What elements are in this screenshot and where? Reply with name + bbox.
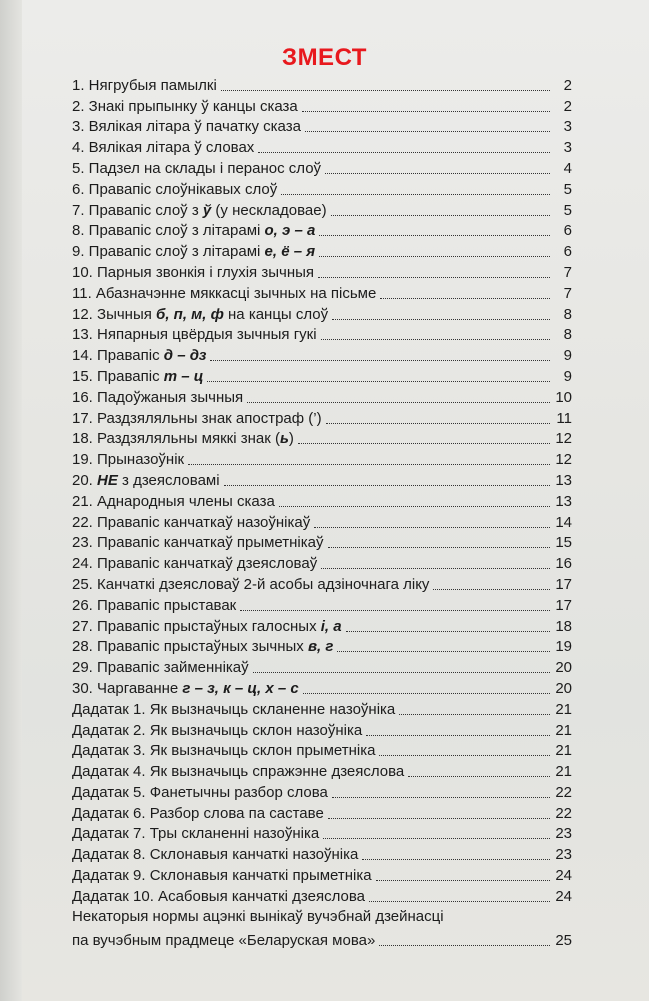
toc-entry-title — [72, 556, 317, 573]
toc-entry-title — [72, 785, 328, 802]
toc-entry-title — [72, 639, 333, 656]
toc-page-number: 21 — [555, 763, 572, 781]
toc-entry[interactable] — [72, 303, 572, 324]
toc-entry-title-text: 24. Правапіс канчаткаў дзеясловаў — [72, 555, 318, 573]
toc-entry[interactable] — [72, 261, 572, 282]
toc-leader-dots — [332, 319, 550, 320]
toc-leader-dots — [188, 464, 550, 465]
toc-entry-title-text: 15. Правапіс — [72, 367, 164, 385]
toc-page-number: 21 — [555, 700, 572, 718]
toc-entry-title — [72, 868, 372, 885]
toc-page-number: 15 — [555, 534, 572, 552]
toc-page-number: 18 — [555, 617, 572, 635]
toc-entry-title-text: 9. Правапіс слоў з літарамі — [72, 243, 265, 261]
toc-page-number: 17 — [555, 575, 572, 593]
toc-entry-title-suffix: з дзеясловамі — [117, 471, 220, 489]
toc-entry-title — [72, 244, 315, 261]
toc-leader-dots — [433, 589, 550, 590]
toc-entry-title-text: Дадатак 5. Фанетычны разбор слова — [72, 783, 328, 801]
toc-entry-title-text: Дадатак 6. Разбор слова па саставе — [72, 804, 324, 822]
toc-entry-title-text: 18. Раздзяляльны мяккі знак ( — [72, 430, 280, 448]
toc-entry-title — [72, 702, 395, 719]
toc-page-number: 7 — [563, 284, 572, 302]
toc-entry[interactable] — [72, 407, 572, 428]
toc-entry-title — [72, 515, 310, 532]
toc-leader-dots — [379, 945, 550, 946]
toc-entry[interactable] — [72, 157, 572, 178]
toc-entry-title-line1: Некаторыя нормы ацэнкі вынікаў вучэбнай дзейнасці — [72, 907, 444, 925]
toc-page-number: 13 — [555, 471, 572, 489]
toc-entry-title-text: 21. Аднародныя члены сказа — [72, 492, 275, 510]
toc-entry-title — [72, 660, 249, 677]
toc-entry-title — [72, 78, 217, 95]
toc-leader-dots — [224, 485, 550, 486]
toc-entry[interactable] — [72, 615, 572, 636]
toc-page-number: 22 — [555, 804, 572, 822]
toc-leader-dots — [366, 735, 550, 736]
toc-leader-dots — [321, 568, 550, 569]
toc-leader-dots — [328, 547, 551, 548]
toc-entry-title-suffix: на канцы слоў — [223, 305, 329, 323]
toc-entry-title-text: 23. Правапіс канчаткаў прыметнікаў — [72, 534, 324, 552]
toc-entry-title-text: 4. Вялікая літара ў словах — [72, 139, 255, 157]
toc-page-number: 2 — [563, 97, 572, 115]
toc-entry-title-text: Дадатак 9. Склонавыя канчаткі прыметніка — [72, 867, 372, 885]
toc-entry[interactable] — [72, 719, 572, 740]
toc-leader-dots — [221, 90, 550, 91]
toc-entry[interactable] — [72, 469, 572, 490]
toc-entry-title-text: Дадатак 3. Як вызначыць склон прыметніка — [72, 742, 376, 760]
toc-entry[interactable] — [72, 760, 572, 781]
toc-leader-dots — [326, 423, 550, 424]
toc-entry-letters: в, г — [307, 638, 334, 656]
toc-page-number: 8 — [563, 305, 572, 323]
toc-entry[interactable] — [72, 532, 572, 553]
toc-entry-title — [72, 99, 298, 116]
toc-entry-title-text: 25. Канчаткі дзеясловаў 2-й асобы адзіночнага ліку — [72, 575, 430, 593]
toc-entry-title — [72, 847, 358, 864]
toc-leader-dots — [302, 111, 550, 112]
toc-page-number: 20 — [555, 659, 572, 677]
toc-entry-title — [72, 348, 206, 365]
toc-entry-title — [72, 619, 342, 636]
toc-entry[interactable] — [72, 282, 572, 303]
toc-leader-dots — [331, 215, 550, 216]
toc-entry-title-text: 6. Правапіс слоўнікавых слоў — [72, 180, 278, 198]
toc-page-number: 3 — [563, 139, 572, 157]
toc-entry-title — [72, 161, 321, 178]
toc-page-number: 21 — [555, 742, 572, 760]
toc-entry[interactable] — [72, 428, 572, 449]
toc-page-number: 11 — [556, 409, 572, 427]
toc-page-number: 21 — [555, 721, 572, 739]
toc-entry-title-text: 13. Няпарныя цвёрдыя зычныя гукі — [72, 326, 317, 344]
toc-entry-title — [72, 826, 319, 843]
toc-page-number: 5 — [563, 201, 572, 219]
toc-entry[interactable] — [72, 636, 572, 657]
toc-entry[interactable] — [72, 490, 572, 511]
toc-entry[interactable] — [72, 864, 572, 885]
toc-entry-title — [72, 577, 429, 594]
toc-entry-title-text: 2. Знакі прыпынку ў канцы сказа — [72, 97, 298, 115]
toc-entry[interactable] — [72, 344, 572, 365]
toc-leader-dots — [281, 194, 550, 195]
toc-page-number: 12 — [555, 451, 572, 469]
toc-entry[interactable] — [72, 116, 572, 137]
toc-page-number: 5 — [563, 180, 572, 198]
toc-entry-title — [72, 764, 404, 781]
toc-entry-title — [72, 889, 365, 906]
toc-page-number: 7 — [563, 263, 572, 281]
toc-leader-dots — [399, 714, 550, 715]
toc-entry-title-text: 7. Правапіс слоў з — [72, 201, 203, 219]
toc-page-number: 25 — [555, 931, 572, 949]
toc-entry-letters: о, э – а — [264, 222, 316, 240]
toc-leader-dots — [328, 818, 550, 819]
toc-entry-title-text: 1. Нягрубыя памылкі — [72, 76, 217, 94]
toc-page-number: 8 — [563, 326, 572, 344]
toc-leader-dots — [210, 360, 550, 361]
toc-page-number: 6 — [563, 222, 572, 240]
toc-page-number: 17 — [555, 596, 572, 614]
toc-entry-title-text: 14. Правапіс — [72, 347, 164, 365]
toc-leader-dots — [247, 402, 550, 403]
toc-entry-title-text: 11. Абазначэнне мяккасці зычных на пісьме — [72, 284, 377, 302]
toc-leader-dots — [369, 901, 550, 902]
toc-leader-dots — [337, 651, 550, 652]
toc-page-number: 9 — [563, 347, 572, 365]
toc-entry-title — [72, 140, 254, 157]
toc-leader-dots — [207, 381, 550, 382]
toc-page-number: 13 — [555, 492, 572, 510]
toc-leader-dots — [408, 776, 550, 777]
toc-page-number: 4 — [563, 159, 572, 177]
toc-entry-title — [72, 494, 275, 511]
toc-entry-title-text: 28. Правапіс прыстаўных зычных — [72, 638, 308, 656]
toc-entry-letters: НЕ — [97, 471, 118, 489]
toc-entry-title-text: 12. Зычныя — [72, 305, 157, 323]
toc-entry-title — [72, 598, 236, 615]
toc-entry-letters: е, ё – я — [264, 243, 316, 261]
toc-entry[interactable] — [72, 802, 572, 823]
toc-leader-dots — [258, 152, 550, 153]
toc-entry-letters: і, а — [320, 617, 342, 635]
toc-entry[interactable] — [72, 552, 572, 573]
toc-entry-letters: г – з, к – ц, х – с — [182, 679, 299, 697]
toc-entry-title-text: 27. Правапіс прыстаўных галосных — [72, 617, 321, 635]
toc-entry-title — [72, 223, 315, 240]
toc-entry-title — [72, 723, 362, 740]
toc-entry-title-text: 5. Падзел на склады і перанос слоў — [72, 159, 322, 177]
toc-entry-title-line2: па вучэбным прадмеце «Беларуская мова» — [72, 931, 376, 949]
toc-entry-title — [72, 286, 376, 303]
toc-page-number: 14 — [555, 513, 572, 531]
toc-entry-title — [72, 327, 317, 344]
toc-entry[interactable] — [72, 885, 572, 906]
page-title: ЗМЕСТ — [282, 44, 367, 71]
toc-leader-dots — [253, 672, 550, 673]
toc-leader-dots — [362, 859, 550, 860]
toc-page-number: 10 — [555, 388, 572, 406]
toc-entry-title-text: 29. Правапіс займеннікаў — [72, 659, 249, 677]
toc-entry-title — [72, 265, 314, 282]
toc-leader-dots — [279, 506, 550, 507]
toc-entry-title-text: 22. Правапіс канчаткаў назоўнікаў — [72, 513, 311, 531]
toc-page-number: 3 — [563, 118, 572, 136]
toc-leader-dots — [305, 131, 550, 132]
toc-page-number: 19 — [555, 638, 572, 656]
toc-leader-dots — [318, 277, 550, 278]
toc-entry-title-text: 20. — [72, 471, 98, 489]
toc-leader-dots — [323, 838, 550, 839]
toc-entry-title — [72, 182, 277, 199]
toc-entry[interactable] — [72, 220, 572, 241]
toc-entry-title-text: 16. Падоўжаныя зычныя — [72, 388, 244, 406]
toc-leader-dots — [240, 610, 550, 611]
toc-leader-dots — [346, 631, 550, 632]
toc-entry-title-text: 8. Правапіс слоў з літарамі — [72, 222, 265, 240]
toc-entry-title — [72, 431, 294, 448]
toc-entry[interactable] — [72, 677, 572, 698]
toc-entry-letters: ў — [202, 201, 212, 219]
toc-entry[interactable] — [72, 656, 572, 677]
toc-entry[interactable] — [72, 74, 572, 95]
toc-entry-title — [72, 743, 375, 760]
toc-entry[interactable] — [72, 740, 572, 761]
toc-entry-title — [72, 452, 184, 469]
toc-entry[interactable] — [72, 324, 572, 345]
toc-entry[interactable] — [72, 698, 572, 719]
toc-entry-title-text: 10. Парныя звонкія і глухія зычныя — [72, 263, 315, 281]
toc-leader-dots — [380, 298, 550, 299]
toc-entry-title — [72, 203, 327, 220]
toc-page-number: 20 — [555, 679, 572, 697]
toc-entry-letters: т – ц — [163, 367, 204, 385]
toc-entry[interactable] — [72, 823, 572, 844]
page-fold-shadow — [0, 0, 22, 1001]
toc-entry[interactable] — [72, 178, 572, 199]
toc-entry[interactable] — [72, 594, 572, 615]
toc-entry-title-text: Дадатак 1. Як вызначыць скланенне назоўніка — [72, 700, 396, 718]
toc-entry-title-suffix: ) — [288, 430, 294, 448]
toc-entry[interactable] — [72, 573, 572, 594]
toc-page-number: 16 — [555, 555, 572, 573]
toc-entry-title-text: 30. Чаргаванне — [72, 679, 183, 697]
toc-page-number: 24 — [555, 867, 572, 885]
toc-entry[interactable] — [72, 448, 572, 469]
toc-entry-title — [72, 307, 328, 324]
toc-leader-dots — [379, 755, 550, 756]
toc-leader-dots — [325, 173, 550, 174]
toc-page-number: 9 — [563, 367, 572, 385]
toc-entry-letters: ь — [279, 430, 289, 448]
toc-entry[interactable] — [72, 240, 572, 261]
toc-entry[interactable] — [72, 199, 572, 220]
toc-entry-title-text: Дадатак 10. Асабовыя канчаткі дзеяслова — [72, 887, 365, 905]
toc-entry-title — [72, 473, 220, 490]
toc-entry-assessment-norms[interactable] — [72, 908, 572, 950]
toc-page-number: 22 — [555, 783, 572, 801]
toc-entry-title-text: Дадатак 4. Як вызначыць спражэнне дзеяслова — [72, 763, 405, 781]
toc-entry-title-suffix: (у нескладовае) — [211, 201, 327, 219]
toc-entry[interactable] — [72, 386, 572, 407]
toc-entry-title-text: Дадатак 2. Як вызначыць склон назоўніка — [72, 721, 363, 739]
toc-entry-title — [72, 369, 203, 386]
toc-leader-dots — [321, 339, 550, 340]
toc-page-number: 12 — [555, 430, 572, 448]
toc-entry-line2 — [72, 928, 572, 950]
toc-entry-title — [72, 390, 243, 407]
toc-leader-dots — [376, 880, 550, 881]
toc-entry[interactable] — [72, 511, 572, 532]
toc-entry[interactable] — [72, 843, 572, 864]
toc-entry-title-text: 17. Раздзяляльны знак апостраф (’) — [72, 409, 322, 427]
toc-entry-title-text: Дадатак 8. Склонавыя канчаткі назоўніка — [72, 846, 359, 864]
toc-leader-dots — [332, 797, 550, 798]
toc-entry-title-text: Дадатак 7. Тры скланенні назоўніка — [72, 825, 320, 843]
toc-entry[interactable] — [72, 781, 572, 802]
toc-page-number: 2 — [563, 76, 572, 94]
toc-entry-title — [72, 535, 324, 552]
toc-entry-title-text: 3. Вялікая літара ў пачатку сказа — [72, 118, 301, 136]
toc-leader-dots — [314, 527, 550, 528]
toc-entry-letters: б, п, м, ф — [156, 305, 224, 323]
toc-page-number: 24 — [555, 887, 572, 905]
toc-entry-title — [72, 681, 299, 698]
toc-entry-title — [72, 806, 324, 823]
toc-entry[interactable] — [72, 136, 572, 157]
toc-entry-title — [72, 411, 322, 428]
toc-leader-dots — [298, 443, 550, 444]
toc-entry[interactable] — [72, 95, 572, 116]
toc-entry-letters: д – дз — [163, 347, 207, 365]
toc-leader-dots — [319, 235, 550, 236]
toc-entry[interactable] — [72, 365, 572, 386]
toc-entry-title — [72, 119, 301, 136]
toc-leader-dots — [319, 256, 550, 257]
table-of-contents — [72, 74, 572, 950]
toc-page-number: 23 — [555, 825, 572, 843]
toc-entry-title-text: 26. Правапіс прыставак — [72, 596, 237, 614]
toc-entry-title-text: 19. Прыназоўнік — [72, 451, 185, 469]
toc-page-number: 6 — [563, 243, 572, 261]
toc-leader-dots — [303, 693, 550, 694]
toc-page-number: 23 — [555, 846, 572, 864]
